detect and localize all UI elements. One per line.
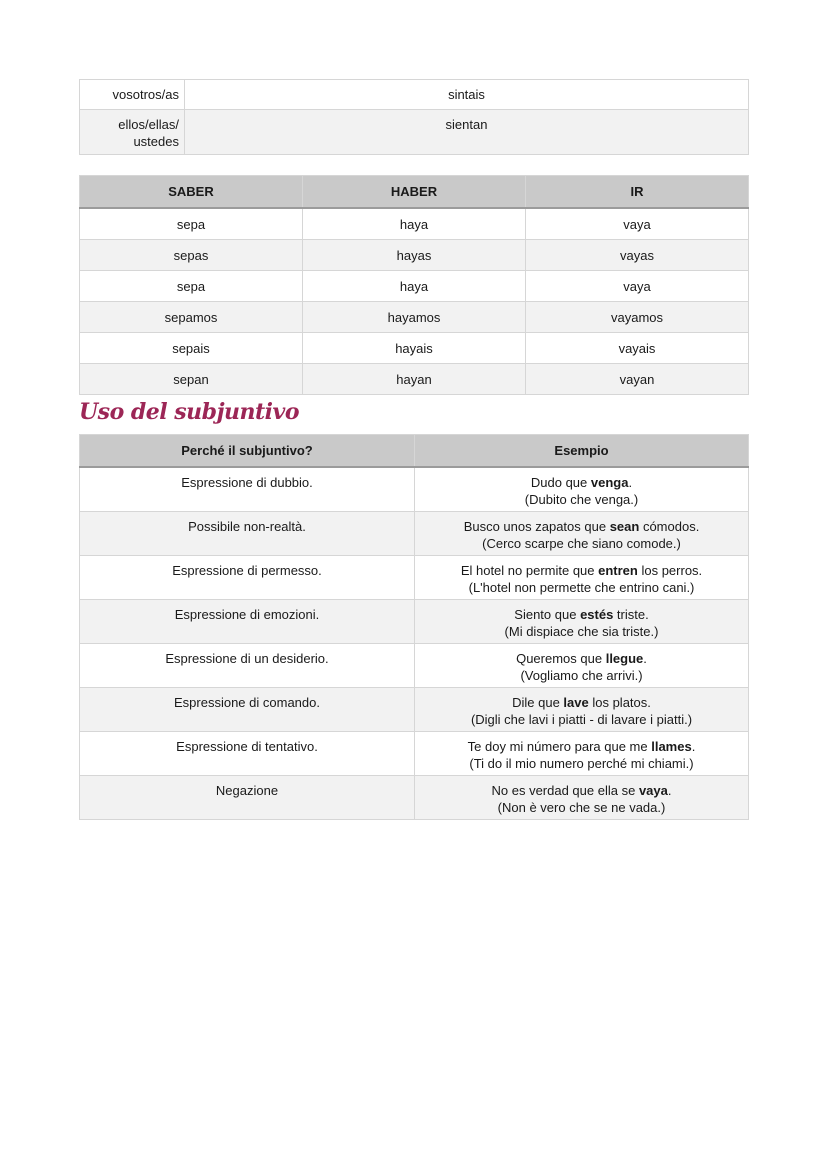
example-cell xyxy=(415,467,749,511)
table-row xyxy=(80,687,749,731)
subjunctive-verb: vaya xyxy=(638,782,668,798)
table-cell: vaya xyxy=(526,271,749,302)
example-text: Busco unos zapatos que xyxy=(463,518,610,534)
example-cell xyxy=(415,775,749,819)
example-text: . xyxy=(628,475,633,490)
subjunctive-verb: lave xyxy=(563,694,589,710)
subjunctive-verb: estés xyxy=(580,606,614,622)
table-row xyxy=(80,467,749,511)
spanish-example xyxy=(415,518,748,535)
italian-translation: (Mi dispiace che sia triste.) xyxy=(504,623,659,639)
table-cell: sepamos xyxy=(80,302,303,333)
italian-translation: (L'hotel non permette che entrino cani.) xyxy=(468,579,695,595)
example-cell xyxy=(415,687,749,731)
subjunctive-verb: venga xyxy=(590,475,629,490)
column-header-ir: IR xyxy=(526,176,749,209)
example-text: triste. xyxy=(613,606,649,622)
table-row xyxy=(80,302,749,333)
spanish-example xyxy=(415,738,748,755)
subjunctive-verb: llegue xyxy=(605,650,644,666)
column-header-example: Esempio xyxy=(415,435,749,468)
form-cell: sientan xyxy=(185,110,749,155)
spanish-example xyxy=(415,650,748,667)
column-header-reason: Perché il subjuntivo? xyxy=(80,435,415,468)
table-cell: vayais xyxy=(526,333,749,364)
table-cell: sepais xyxy=(80,333,303,364)
form-cell: sintais xyxy=(185,80,749,110)
table-row xyxy=(80,511,749,555)
example-text: El hotel no permite que xyxy=(460,562,599,578)
table-cell: hayas xyxy=(303,240,526,271)
example-cell xyxy=(415,555,749,599)
table-row xyxy=(80,643,749,687)
pronoun-cell xyxy=(80,110,185,155)
example-text: cómodos. xyxy=(639,518,700,534)
italian-translation: (Dubito che venga.) xyxy=(524,492,639,507)
pronoun-line: ellos/ellas/ xyxy=(118,117,179,132)
example-text: . xyxy=(667,782,672,798)
table-cell: sepan xyxy=(80,364,303,395)
table-cell: hayamos xyxy=(303,302,526,333)
column-header-saber: SABER xyxy=(80,176,303,209)
reason-cell: Negazione xyxy=(80,775,415,819)
example-text: los platos. xyxy=(588,694,651,710)
reason-cell: Espressione di comando. xyxy=(80,687,415,731)
table-row xyxy=(80,271,749,302)
table-cell: sepa xyxy=(80,271,303,302)
table-cell: haya xyxy=(303,271,526,302)
example-cell xyxy=(415,511,749,555)
italian-translation: (Ti do il mio numero perché mi chiami.) xyxy=(469,755,694,771)
column-header-haber: HABER xyxy=(303,176,526,209)
table-row xyxy=(80,240,749,271)
example-text: . xyxy=(643,650,647,666)
table-cell: vayamos xyxy=(526,302,749,333)
example-cell xyxy=(415,599,749,643)
spanish-example xyxy=(415,606,748,623)
reason-cell: Espressione di dubbio. xyxy=(80,467,415,511)
spanish-example xyxy=(415,782,748,799)
table-row xyxy=(80,775,749,819)
reason-cell: Espressione di permesso. xyxy=(80,555,415,599)
table-header-row xyxy=(80,176,749,209)
example-text: Queremos que xyxy=(516,650,606,666)
example-text: Dudo que xyxy=(530,475,591,490)
example-cell xyxy=(415,643,749,687)
example-text: Dile que xyxy=(512,694,564,710)
subjunctive-verb: llames xyxy=(651,738,692,754)
pronoun-cell: vosotros/as xyxy=(80,80,185,110)
italian-translation: (Cerco scarpe che siano comode.) xyxy=(482,535,681,551)
subjunctive-verb: sean xyxy=(609,518,640,534)
example-cell xyxy=(415,731,749,775)
pronoun-line: ustedes xyxy=(133,134,179,149)
spanish-example xyxy=(415,474,748,491)
reason-cell: Espressione di emozioni. xyxy=(80,599,415,643)
reason-cell: Possibile non-realtà. xyxy=(80,511,415,555)
table-row xyxy=(80,555,749,599)
example-text: los perros. xyxy=(637,562,703,578)
subjunctive-verb: entren xyxy=(598,562,638,578)
table-row xyxy=(80,333,749,364)
subjunctive-usage-table xyxy=(79,434,749,820)
section-heading: Uso del subjuntivo xyxy=(79,399,299,425)
example-text: Siento que xyxy=(514,606,581,622)
table-row xyxy=(80,80,749,110)
table-cell: hayais xyxy=(303,333,526,364)
table-header-row xyxy=(80,435,749,468)
spanish-example xyxy=(415,562,748,579)
table-cell: sepas xyxy=(80,240,303,271)
example-text: Te doy mi número para que me xyxy=(467,738,652,754)
italian-translation: (Vogliamo che arrivi.) xyxy=(520,667,643,683)
table-cell: vaya xyxy=(526,208,749,240)
table-cell: sepa xyxy=(80,208,303,240)
table-cell: vayas xyxy=(526,240,749,271)
italian-translation: (Non è vero che se ne vada.) xyxy=(497,799,666,815)
conjugation-table-continued xyxy=(79,79,749,155)
spanish-example xyxy=(415,694,748,711)
table-row xyxy=(80,731,749,775)
italian-translation: (Digli che lavi i piatti - di lavare i piatti.) xyxy=(470,711,693,727)
table-row xyxy=(80,110,749,155)
example-text: . xyxy=(691,738,696,754)
reason-cell: Espressione di tentativo. xyxy=(80,731,415,775)
table-row xyxy=(80,599,749,643)
table-row xyxy=(80,208,749,240)
irregular-verbs-table xyxy=(79,175,749,395)
table-row xyxy=(80,364,749,395)
table-cell: hayan xyxy=(303,364,526,395)
example-text: No es verdad que ella se xyxy=(491,782,639,798)
reason-cell: Espressione di un desiderio. xyxy=(80,643,415,687)
table-cell: haya xyxy=(303,208,526,240)
table-cell: vayan xyxy=(526,364,749,395)
